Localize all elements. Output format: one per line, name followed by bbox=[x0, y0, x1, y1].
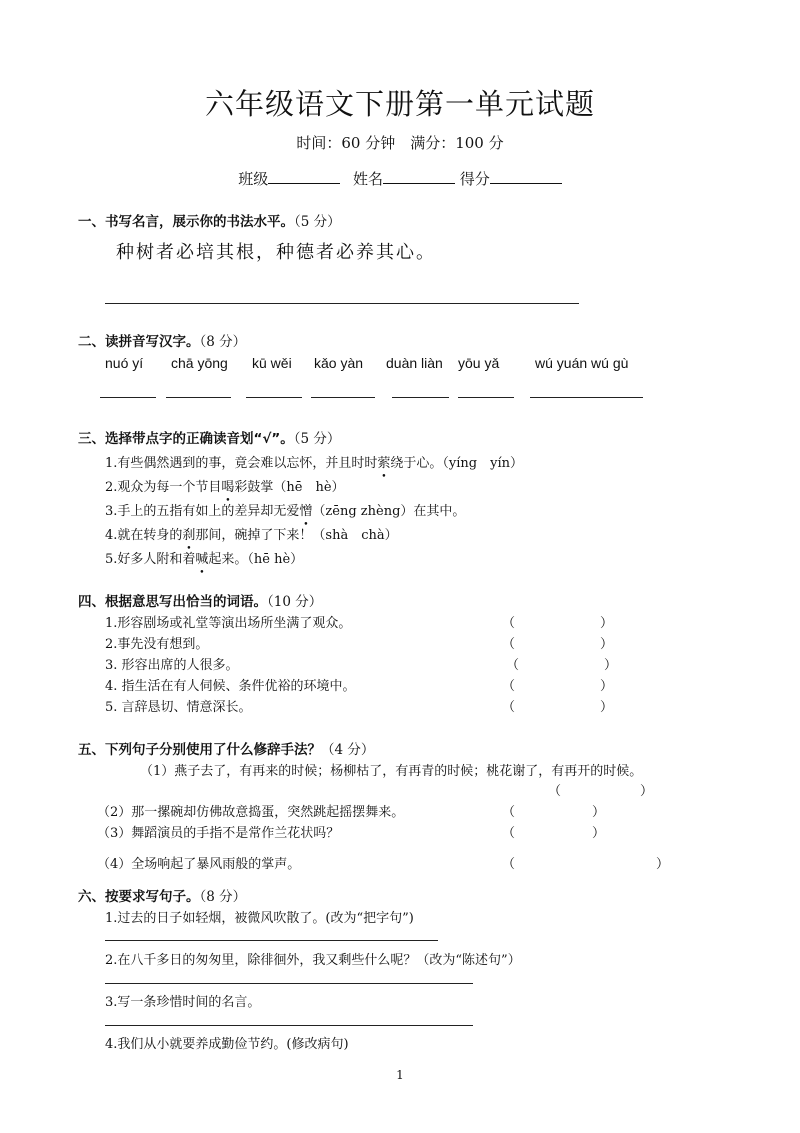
dotted-character: 喝 bbox=[221, 480, 235, 495]
answer-paren-open: （ bbox=[502, 679, 516, 694]
answer-paren-open: （ bbox=[502, 700, 516, 715]
answer-paren-open: （ bbox=[502, 637, 516, 652]
page-title: 六年级语文下册第一单元试题 bbox=[204, 87, 595, 121]
answer-paren-close: ） bbox=[600, 616, 614, 631]
section-6-title: 六、按要求写句子。 bbox=[78, 889, 200, 905]
rewrite-answer-line[interactable] bbox=[105, 983, 473, 984]
class-blank[interactable] bbox=[268, 169, 340, 184]
rewrite-task: 2.在八千多日的匆匆里，除徘徊外，我又剩些什么呢？（改为“陈述句”） bbox=[105, 953, 521, 968]
rewrite-task: 4.我们从小就要养成勤俭节约。(修改病句) bbox=[105, 1037, 349, 1052]
pinyin-item: kǎo yàn bbox=[314, 355, 364, 371]
pinyin-item: kū wěi bbox=[252, 355, 292, 371]
answer-paren-close: ） bbox=[600, 679, 614, 694]
section-5-points: （4 分） bbox=[321, 742, 375, 758]
pinyin-item: wú yuán wú gù bbox=[535, 355, 629, 371]
page-number: 1 bbox=[396, 1068, 404, 1082]
rhetoric-item: （3）舞蹈演员的手指不是常作兰花状吗？ bbox=[97, 826, 340, 841]
answer-paren-open: （ bbox=[548, 784, 562, 799]
answer-paren-open: （ bbox=[502, 616, 516, 631]
answer-paren-close: ） bbox=[640, 784, 654, 799]
answer-paren-open: （ bbox=[506, 658, 520, 673]
section-2-title: 二、读拼音写汉字。 bbox=[78, 334, 200, 350]
student-info-row bbox=[0, 168, 800, 189]
pronunciation-question-2: 2.观众为每一个节目喝彩鼓掌（hē hè） bbox=[105, 480, 345, 495]
rhetoric-item: （2）那一摞碗却仿佛故意捣蛋，突然跳起摇摆舞来。 bbox=[97, 805, 405, 820]
section-6-points: （8 分） bbox=[199, 889, 247, 905]
pinyin-item: nuó yí bbox=[105, 355, 144, 371]
pronunciation-question-5: 5.好多人附和着喊起来。（hē hè） bbox=[105, 552, 304, 567]
section-2-heading bbox=[78, 330, 246, 350]
score-blank[interactable] bbox=[490, 169, 562, 184]
word-definition-item: 3. 形容出席的人很多。 bbox=[105, 658, 239, 673]
pinyin-answer-line[interactable] bbox=[246, 397, 302, 398]
section-4-points: （10 分） bbox=[267, 594, 323, 610]
pronunciation-question-3: 3.手上的五指有如上的差异却无爱憎（zēng zhèng）在其中。 bbox=[105, 504, 466, 519]
pinyin-item: yōu yǎ bbox=[458, 355, 500, 371]
rewrite-task: 1.过去的日子如轻烟，被微风吹散了。(改为“把字句”) bbox=[105, 911, 414, 926]
section-1-title: 一、书写名言，展示你的书法水平。 bbox=[78, 214, 294, 230]
section-4-title: 四、根据意思写出恰当的词语。 bbox=[78, 594, 267, 610]
answer-paren-close: ） bbox=[592, 826, 606, 841]
rhetoric-item: （4）全场响起了暴风雨般的掌声。 bbox=[97, 857, 301, 872]
pinyin-answer-line[interactable] bbox=[458, 397, 514, 398]
class-label: 班级 bbox=[238, 170, 269, 188]
pinyin-answer-line[interactable] bbox=[311, 397, 375, 398]
rewrite-answer-line[interactable] bbox=[105, 940, 438, 941]
answer-paren-open: （ bbox=[502, 857, 516, 872]
pinyin-answer-line[interactable] bbox=[100, 397, 156, 398]
section-3-heading bbox=[78, 427, 340, 447]
dotted-character: 萦 bbox=[377, 456, 391, 471]
score-label: 得分 bbox=[459, 170, 490, 188]
section-1-points: （5 分） bbox=[294, 214, 341, 230]
exam-time-info: 时间：60 分钟 满分：100 分 bbox=[296, 134, 504, 152]
word-definition-item: 4. 指生活在有人伺候、条件优裕的环境中。 bbox=[105, 679, 356, 694]
pinyin-item: chā yōng bbox=[171, 355, 228, 371]
answer-paren-open: （ bbox=[502, 826, 516, 841]
section-3-title: 三、选择带点字的正确读音划“√”。 bbox=[78, 431, 294, 447]
section-1-heading bbox=[78, 210, 341, 230]
calligraphy-quote: 种树者必培其根，种德者必养其心。 bbox=[116, 242, 436, 263]
pinyin-answer-line[interactable] bbox=[166, 397, 231, 398]
word-definition-item: 5. 言辞恳切、情意深长。 bbox=[105, 700, 252, 715]
pinyin-answer-line[interactable] bbox=[392, 397, 449, 398]
pinyin-item: duàn liàn bbox=[386, 355, 443, 371]
dotted-character: 刹 bbox=[182, 528, 196, 543]
answer-paren-close: ） bbox=[656, 857, 670, 872]
section-5-heading bbox=[78, 738, 374, 758]
answer-paren-open: （ bbox=[502, 805, 516, 820]
section-5-title: 五、下列句子分别使用了什么修辞手法？ bbox=[78, 742, 321, 758]
name-blank[interactable] bbox=[383, 169, 455, 184]
word-definition-item: 2.事先没有想到。 bbox=[105, 637, 209, 652]
answer-paren-close: ） bbox=[592, 805, 606, 820]
section-4-heading bbox=[78, 590, 322, 610]
section-2-points: （8 分） bbox=[199, 334, 247, 350]
dotted-character: 憎 bbox=[299, 504, 313, 519]
rhetoric-item: （1）燕子去了，有再来的时候；杨柳枯了，有再青的时候；桃花谢了，有再开的时候。 bbox=[140, 764, 643, 779]
calligraphy-writing-line[interactable] bbox=[105, 303, 579, 304]
answer-paren-close: ） bbox=[604, 658, 618, 673]
answer-paren-close: ） bbox=[600, 700, 614, 715]
section-6-heading bbox=[78, 885, 246, 905]
dotted-character: 喊 bbox=[195, 552, 209, 567]
pronunciation-question-1: 1.有些偶然遇到的事，竟会难以忘怀，并且时时萦绕于心。（yíng yín） bbox=[105, 456, 523, 471]
pinyin-answer-line[interactable] bbox=[530, 397, 643, 398]
rewrite-task: 3.写一条珍惜时间的名言。 bbox=[105, 995, 261, 1010]
rewrite-answer-line[interactable] bbox=[105, 1025, 473, 1026]
pronunciation-question-4: 4.就在转身的刹那间，碗掉了下来！（shà chà） bbox=[105, 528, 398, 543]
name-label: 姓名 bbox=[352, 170, 383, 188]
word-definition-item: 1.形容剧场或礼堂等演出场所坐满了观众。 bbox=[105, 616, 352, 631]
section-3-points: （5 分） bbox=[293, 431, 341, 447]
answer-paren-close: ） bbox=[600, 637, 614, 652]
